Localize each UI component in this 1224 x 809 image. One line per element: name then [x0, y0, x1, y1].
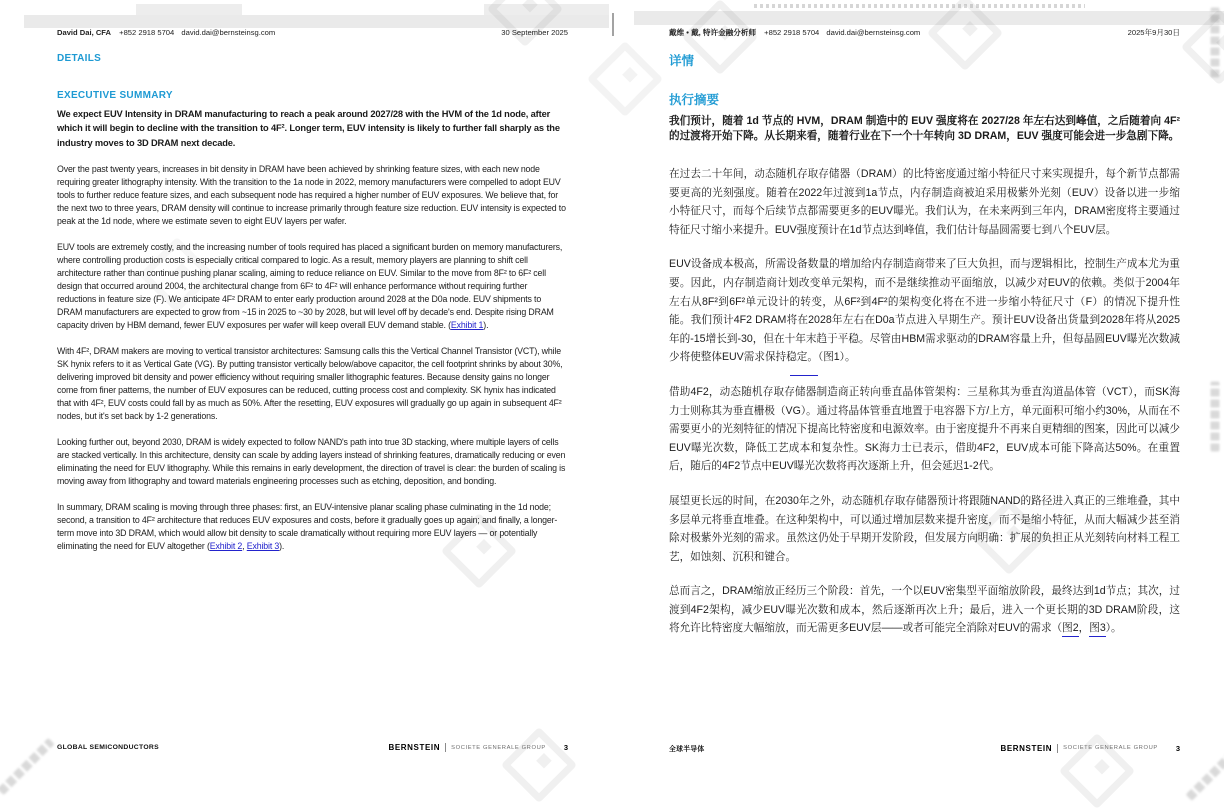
- analyst-contact: [669, 28, 920, 37]
- bernstein-logo: BERNSTEIN: [1000, 743, 1053, 753]
- bernstein-logo: BERNSTEIN: [388, 743, 441, 752]
- footer-category: 全球半导体: [669, 746, 705, 753]
- paragraph: Looking further out, beyond 2030, DRAM is widely expected to follow NAND's path into true 3D stacking, where multiple layers of cells are stacked vertically. In this architecture, density can scale by adding layers instead of shrinking features, dramatically reducing or even eliminating the need for EUV lithography. While this remains in early development, the direction of travel is clear: the burden of scaling is moving away from lithography and toward materials engineering processes such as etching, deposition, and bonding.: [57, 437, 566, 487]
- paragraph: 在过去二十年间，动态随机存取存储器（DRAM）的比特密度通过缩小特征尺寸来实现提升，每个新节点都需要更高的光刻强度。随着在2022年过渡到1a节点，内存制造商被迫采用极紫外光刻（EUV）设备以进一步缩小特征尺寸，而每个后续节点都需要更多的EUV曝光。我们认为，在未来两到三年内，DRAM密度将主要通过特征尺寸缩小来提升。EUV强度预计在1d节点达到峰值，我们估计每晶圆需要七到八个EUV层。: [669, 168, 1180, 236]
- paragraph: [669, 582, 1180, 638]
- page-footer: [669, 743, 1180, 753]
- footer-brand: [1000, 744, 1180, 753]
- executive-summary-heading: 执行摘要: [669, 93, 720, 107]
- executive-summary-heading: EXECUTIVE SUMMARY: [57, 90, 173, 101]
- paragraph: Over the past twenty years, increases in bit density in DRAM have been achieved by shrinking feature sizes, with each new node requiring greater lithography intensity. With the transition to the 1a node in 2022, memory manufacturers were compelled to adopt EUV tools to further reduce feature sizes, and each subsequent node has required a higher number of EUV exposures. We believe that, for the next two to three years, DRAM density will continue to increase primarily through feature size reduction. EUV intensity is expected to peak at the 1d node, where we estimate seven to eight EUV layers per wafer.: [57, 164, 566, 227]
- paragraph: [57, 501, 568, 553]
- page-header: [669, 28, 1180, 37]
- paragraph: 借助4F2，动态随机存取存储器制造商正转向垂直晶体管架构：三星称其为垂直沟道晶体管（VCT），而SK海力士则称其为垂直栅极（VG）。通过将晶体管垂直地置于电容器下方/上方，单元面积可缩小约30%，从而在不需要更小的光刻特征的情况下提高比特密度和电源效率。由于密度提升不再来自更精细的图案，因此可以减少EUV曝光次数，降低工艺成本和复杂性。SK海力士已表示，借助4F2，EUV成本可能下降高达50%。在重置后，随后的4F2节点中EUV曝光次数将再次逐渐上升，但会延迟1-2代。: [669, 385, 1180, 473]
- details-heading: 详情: [669, 54, 695, 68]
- exhibit1-link[interactable]: Exhibit 1: [450, 320, 484, 331]
- analyst-email: david.dai@bernsteinsg.com: [181, 28, 276, 37]
- page-number: 3: [1175, 743, 1180, 753]
- paragraph-text: ).: [483, 320, 489, 331]
- summary-lead-paragraph: 我们预计，随着 1d 节点的 HVM，DRAM 制造中的 EUV 强度将在 2027/28 年左右达到峰值，之后随着向 4F² 的过渡将开始下降。从长期来看，随着行业在下一个十年转向 3D DRAM，EUV 强度可能会进一步急剧下降。: [669, 115, 1180, 142]
- analyst-email: david.dai@bernsteinsg.com: [826, 28, 921, 37]
- page-english: [0, 0, 612, 792]
- figure2-link[interactable]: 图2: [1062, 622, 1079, 637]
- exhibit3-link[interactable]: Exhibit 3: [246, 541, 280, 552]
- societe-generale-label: SOCIETE GENERALE GROUP: [1063, 745, 1158, 751]
- paragraph: 展望更长远的时间，在2030年之外，动态随机存取存储器预计将跟随NAND的路径进入真正的三维堆叠，其中多层单元将垂直堆叠。在这种架构中，可以通过增加层数来提升密度，而不是缩小特征，从而大幅减少甚至消除对极紫外光刻的需求。虽然这仍处于早期开发阶段，但发展方向明确：扩展的负担正从光刻转向材料工程工艺，如蚀刻、沉积和键合。: [669, 494, 1180, 563]
- footer-divider: [445, 743, 446, 752]
- paragraph-text: 总而言之，DRAM缩放正经历三个阶段：首先，一个以EUV密集型平面缩放阶段，最终达到1d节点；其次，过渡到4F2架构，减少EUV曝光次数和成本，然后逐渐再次上升；最后，进入一个更长期的3D DRAM阶段，这将允许比特密度大幅缩放，而无需更多EUV层——或者可能完全消除对EUV的需求（: [669, 585, 1180, 635]
- paragraph: With 4F², DRAM makers are moving to vertical transistor architectures: Samsung calls this the Vertical Channel Transistor (VCT), while SK hynix refers to it as Vertical Gate (VG). By putting transistor vertically below/above capacitor, the cell footprint shrinks by about 30%, delivering improved bit density and power efficiency without requiring smaller lithographic features. Because density gains no longer come from finer patterns, the number of EUV exposures can be reduced, cutting process cost and complexity. SK hynix has indicated that with 4F², EUV costs could fall by as much as 50%. After the resetting, EUV exposures will gradually go up again in subsequent 4F² nodes, but it's set back by 1-2 generations.: [57, 346, 563, 422]
- paragraph-text: ）。: [1105, 622, 1122, 635]
- analyst-phone: +852 2918 5704: [764, 28, 820, 37]
- footer-category: GLOBAL SEMICONDUCTORS: [57, 744, 159, 751]
- report-date: 30 September 2025: [501, 28, 568, 37]
- societe-generale-label: SOCIETE GENERALE GROUP: [451, 744, 546, 751]
- footer-divider: [1057, 744, 1058, 753]
- footer-brand: [388, 743, 568, 752]
- paragraph-text: ,: [242, 541, 247, 552]
- analyst-phone: +852 2918 5704: [119, 28, 175, 37]
- paragraph: [57, 241, 568, 332]
- report-date: 2025年9月30日: [1127, 28, 1180, 37]
- page-number: 3: [563, 743, 568, 752]
- summary-lead-paragraph: We expect EUV Intensity in DRAM manufacturing to reach a peak around 2027/28 with the HVM of the 1d node, after which it will begin to decline with the transition to 4F². Longer term, EUV intensity is likely to further fall sharply as the industry moves to 3D DRAM next decade.: [57, 109, 560, 148]
- exhibit2-link[interactable]: Exhibit 2: [209, 541, 243, 552]
- analyst-name: David Dai, CFA: [57, 28, 112, 37]
- paragraph-text: EUV tools are extremely costly, and the increasing number of tools required has placed a significant burden on memory manufacturers, where controlling production costs is especially critical compared to logic. As a result, memory players are planning to shift cell architecture rather than continue pushing planar scaling, aiming to reduce reliance on EUV. Similar to the move from 8F² to 6F² cell design that occurred around 2004, the architectural change from 6F² to 4F² will enhance performance without requiring further reductions in feature size (F). We anticipate 4F² DRAM to enter early production around 2028 at the D0a node. EUV shipments to DRAM manufacturers are expected to grow from ~15 in 2025 to ~30 by 2028, but will level off by decade's end. Despite rising DRAM capacity driven by HBM demand, fewer EUV exposures per wafer will keep overall EUV demand stable. (: [57, 242, 563, 331]
- figure3-link[interactable]: 图3: [1089, 622, 1106, 637]
- page-header: [57, 28, 568, 37]
- page-chinese: [612, 0, 1224, 792]
- details-heading: DETAILS: [57, 53, 102, 64]
- paragraph-text: ，: [1078, 622, 1090, 635]
- analyst-contact: [57, 28, 275, 37]
- page-footer: [57, 743, 568, 752]
- figure1-link-underline[interactable]: [790, 375, 1180, 376]
- analyst-name: 戴维 • 戴, 特许金融分析师: [669, 28, 757, 37]
- paragraph-text: In summary, DRAM scaling is moving through three phases: first, an EUV-intensive planar scaling phase culminating in the 1d node; second, a transition to 4F² architecture that reduces EUV exposures and costs, before it gradually goes up again; and finally, a longer-term move into 3D DRAM, which would allow bit density to scale dramatically without requiring more EUV layers — or potentially eliminating the need for EUV altogether (: [57, 502, 558, 552]
- paragraph: EUV设备成本极高，所需设备数量的增加给内存制造商带来了巨大负担，而与逻辑相比，控制生产成本尤为重要。因此，内存制造商计划改变单元架构，而不是继续推动平面缩放，以减少对EUV的依赖。类似于2004年左右从8F²到6F²单元设计的转变，从6F²到4F²的架构变化将在不进一步缩小特征尺寸（F）的情况下提升性能。我们预计4F2 DRAM将在2028年左右在D0a节点进入早期生产。预计EUV设备出货量到2028年将从2025年的-15增长到-30，但在十年末趋于平稳。尽管由HBM需求驱动的DRAM容量上升，但每晶圆EUV曝光次数减少将使整体EUV需求保持稳定。（图1）。: [669, 258, 1180, 364]
- paragraph-text: ).: [279, 541, 285, 552]
